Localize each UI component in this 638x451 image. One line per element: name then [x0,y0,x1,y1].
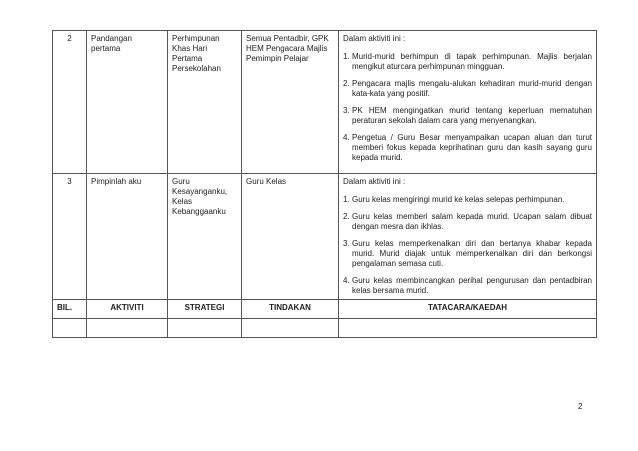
row-number: 3 [53,174,87,300]
empty-cell [339,319,597,338]
list-item [343,52,592,72]
step-text: PK HEM mengingatkan murid tentang keperluan mematuhan peraturan sekolah dalam cara yang menyenangkan. [352,106,592,125]
empty-cell [87,319,168,338]
table-header-row [53,300,597,319]
procedure-list [343,52,592,163]
header-bil: BIL. [53,300,87,319]
step-number: 1. [343,52,350,61]
step-text: Guru kelas mengiringi murid ke kelas selepas perhimpunan. [352,195,565,204]
list-item [343,212,592,232]
step-text: Guru kelas memberi salam kepada murid. Ucapan salam dibuat dengan mesra dan ikhlas. [352,212,592,231]
list-item [343,133,592,163]
page-number: 2 [578,402,583,411]
table-row [53,31,597,174]
step-text: Guru kelas membincangkan perihal pengurusan dan pentadbiran kelas bersama murid. [352,276,592,295]
list-item [343,276,592,296]
strategy-cell: Guru Kesayanganku, Kelas Kebanggaanku [168,174,242,300]
list-item [343,195,592,205]
procedure-list [343,195,592,296]
empty-cell [242,319,339,338]
step-text: Pengetua / Guru Besar menyampaikan ucapan aluan dan turut memberi fokus kepada keprihatinan guru dan kasih sayang guru kepada murid. [352,133,592,162]
header-tindakan: TINDAKAN [242,300,339,319]
empty-row [53,319,597,338]
list-item [343,239,592,269]
list-item [343,79,592,99]
procedure-intro: Dalam aktiviti ini : [343,34,406,43]
step-number: 3. [343,239,350,248]
table-row [53,174,597,300]
activity-table [52,30,597,338]
step-text: Guru kelas memperkenalkan diri dan bertanya khabar kepada murid. Murid diajak untuk memperkenalkan diri dan berkongsi pengalaman semasa cuti. [352,239,592,268]
step-text: Murid-murid berhimpun di tapak perhimpunan. Majlis berjalan mengikut aturcara perhimpunan mingguan. [352,52,592,71]
header-tatacara: TATACARA/KAEDAH [339,300,597,319]
step-number: 2. [343,79,350,88]
empty-cell [53,319,87,338]
step-text: Pengacara majlis mengalu-alukan kehadiran murid-murid dengan kata-kata yang positif. [352,79,592,98]
row-number: 2 [53,31,87,174]
procedure-cell [339,31,597,174]
header-strategi: STRATEGI [168,300,242,319]
action-cell: Guru Kelas [242,174,339,300]
procedure-cell [339,174,597,300]
action-cell: Semua Pentadbir, GPK HEM Pengacara Majlis Pemimpin Pelajar [242,31,339,174]
step-number: 4. [343,133,350,142]
procedure-intro: Dalam aktiviti ini : [343,177,406,186]
step-number: 4. [343,276,350,285]
step-number: 2. [343,212,350,221]
step-number: 1. [343,195,350,204]
activity-cell: Pandangan pertama [87,31,168,174]
activity-cell: Pimpinlah aku [87,174,168,300]
header-aktiviti: AKTIVITI [87,300,168,319]
empty-cell [168,319,242,338]
step-number: 3. [343,106,350,115]
list-item [343,106,592,126]
strategy-cell: Perhimpunan Khas Hari Pertama Persekolahan [168,31,242,174]
